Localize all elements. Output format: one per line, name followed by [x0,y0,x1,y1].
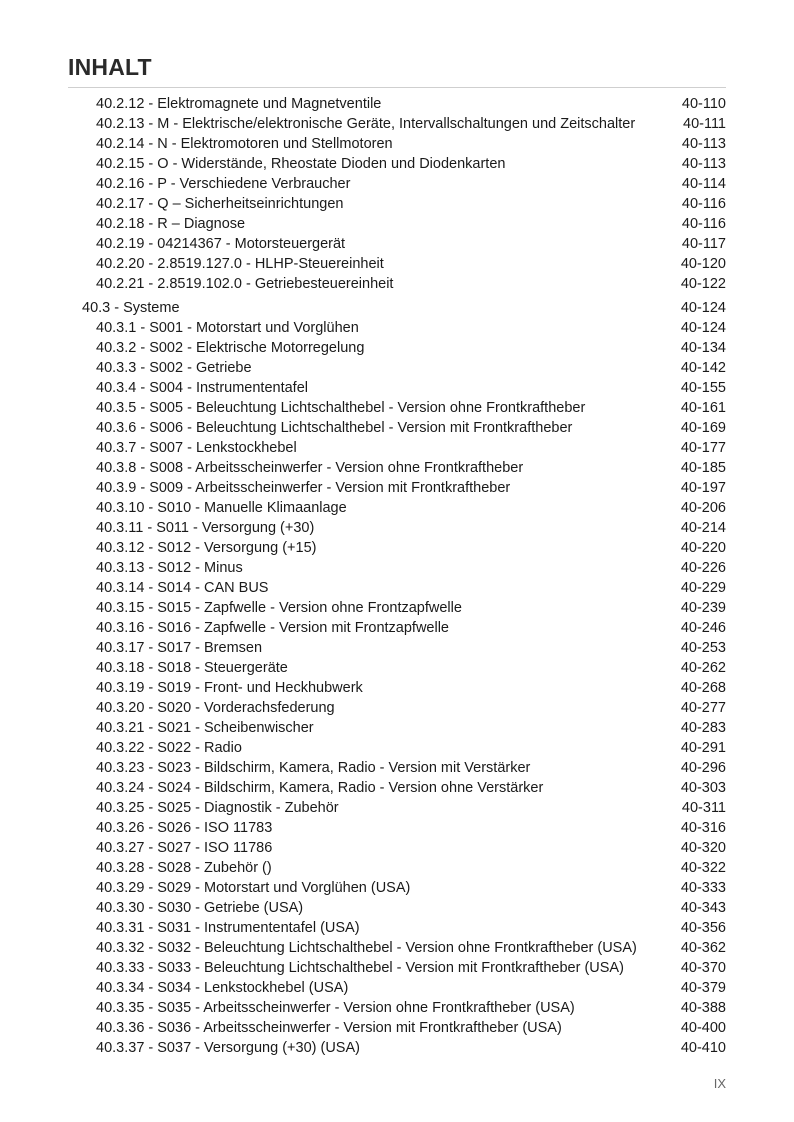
toc-entry-title: 40.3.8 - S008 - Arbeitsscheinwerfer - Version ohne Frontkraftheber [96,460,524,476]
toc-entry-title: 40.2.19 - 04214367 - Motorsteuergerät [96,236,346,252]
toc-entry[interactable] [0,1038,794,1058]
toc-entry-title: 40.3.4 - S004 - Instrumententafel [96,380,308,396]
toc-entry-page: 40-296 [680,760,726,776]
toc-entry-page: 40-122 [680,276,726,292]
toc-entry-title: 40.3.36 - S036 - Arbeitsscheinwerfer - Version mit Frontkraftheber (USA) [96,1020,562,1036]
toc-entry-title: 40.3.1 - S001 - Motorstart und Vorglühen [96,320,359,336]
toc-entry[interactable] [0,638,794,658]
toc-entry[interactable] [0,254,794,274]
toc-entry-page: 40-113 [681,156,726,172]
toc-entry[interactable] [0,718,794,738]
toc-entry[interactable] [0,418,794,438]
toc-entry-title: 40.2.21 - 2.8519.102.0 - Getriebesteuereinheit [96,276,394,292]
toc-entry[interactable] [0,918,794,938]
toc-entry[interactable] [0,174,794,194]
toc-entry-title: 40.3.25 - S025 - Diagnostik - Zubehör [96,800,339,816]
toc-entry[interactable] [0,234,794,254]
toc-entry-page: 40-239 [680,600,726,616]
toc-entry-title: 40.2.18 - R – Diagnose [96,216,246,232]
toc-entry[interactable] [0,738,794,758]
toc-entry-page: 40-155 [680,380,726,396]
toc-entry[interactable] [0,678,794,698]
toc-entry-title: 40.3.13 - S012 - Minus [96,560,243,576]
toc-entry-title: 40.3.9 - S009 - Arbeitsscheinwerfer - Version mit Frontkraftheber [96,480,511,496]
toc-entry-title: 40.3.26 - S026 - ISO 11783 [96,820,273,836]
toc-entry[interactable] [0,518,794,538]
toc-entry-title: 40.3.7 - S007 - Lenkstockhebel [96,440,297,456]
toc-entry-page: 40-362 [680,940,726,956]
toc-entry-title: 40.3.14 - S014 - CAN BUS [96,580,269,596]
toc-entry[interactable] [0,498,794,518]
toc-entry-page: 40-110 [681,96,726,112]
toc-entry-page: 40-214 [680,520,726,536]
toc-entry-page: 40-114 [681,176,726,192]
toc-entry[interactable] [0,338,794,358]
toc-entry-title: 40.3.29 - S029 - Motorstart und Vorglühen (USA) [96,880,411,896]
toc-entry-page: 40-177 [680,440,726,456]
toc-entry-title: 40.3.3 - S002 - Getriebe [96,360,252,376]
toc-entry-title: 40.3.24 - S024 - Bildschirm, Kamera, Radio - Version ohne Verstärker [96,780,544,796]
toc-entry[interactable] [0,618,794,638]
toc-entry-title: 40.3.22 - S022 - Radio [96,740,242,756]
toc-entry-title: 40.3.27 - S027 - ISO 11786 [96,840,273,856]
toc-entry-title: 40.2.13 - M - Elektrische/elektronische Geräte, Intervallschaltungen und Zeitschalter [96,116,636,132]
toc-entry[interactable] [0,398,794,418]
toc-entry-title: 40.2.15 - O - Widerstände, Rheostate Dioden und Diodenkarten [96,156,506,172]
title-divider [68,87,726,88]
toc-entry-page: 40-246 [680,620,726,636]
toc-entry-page: 40-134 [680,340,726,356]
toc-entry-page: 40-111 [683,116,726,132]
toc-entry-title: 40.3.21 - S021 - Scheibenwischer [96,720,314,736]
toc-entry-title: 40.2.16 - P - Verschiedene Verbraucher [96,176,351,192]
toc-entry-page: 40-343 [680,900,726,916]
toc-entry-page: 40-161 [680,400,726,416]
toc-entry[interactable] [0,938,794,958]
toc-entry-page: 40-333 [680,880,726,896]
toc-entry-title: 40.2.14 - N - Elektromotoren und Stellmotoren [96,136,393,152]
toc-entry-page: 40-229 [680,580,726,596]
toc-entry-page: 40-253 [680,640,726,656]
toc-entry-title: 40.3.32 - S032 - Beleuchtung Lichtschalthebel - Version ohne Frontkraftheber (USA) [96,940,637,956]
page-number: IX [713,1076,726,1091]
toc-entry-page: 40-206 [680,500,726,516]
toc-entry-title: 40.3.10 - S010 - Manuelle Klimaanlage [96,500,347,516]
toc-entry-title: 40.3 - Systeme [82,300,180,316]
toc-entry-title: 40.3.28 - S028 - Zubehör () [96,860,272,876]
toc-entry[interactable] [0,94,794,114]
toc-entry-title: 40.3.11 - S011 - Versorgung (+30) [96,520,315,536]
toc-entry-title: 40.3.20 - S020 - Vorderachsfederung [96,700,335,716]
toc-entry-page: 40-303 [680,780,726,796]
toc-entry-page: 40-320 [680,840,726,856]
toc-entry[interactable] [0,1018,794,1038]
toc-entry-title: 40.2.12 - Elektromagnete und Magnetventile [96,96,382,112]
toc-entry-page: 40-410 [680,1040,726,1056]
toc-entry-title: 40.3.12 - S012 - Versorgung (+15) [96,540,317,556]
toc-entry-title: 40.3.16 - S016 - Zapfwelle - Version mit Frontzapfwelle [96,620,449,636]
toc-entry-page: 40-185 [680,460,726,476]
toc-entry[interactable] [0,214,794,234]
toc-entry-page: 40-388 [680,1000,726,1016]
toc-entry[interactable] [0,878,794,898]
toc-entry-page: 40-370 [680,960,726,976]
toc-entry-page: 40-356 [680,920,726,936]
toc-entry-title: 40.3.23 - S023 - Bildschirm, Kamera, Radio - Version mit Verstärker [96,760,531,776]
toc-entry-title: 40.3.18 - S018 - Steuergeräte [96,660,288,676]
toc-entry-title: 40.3.35 - S035 - Arbeitsscheinwerfer - Version ohne Frontkraftheber (USA) [96,1000,575,1016]
toc-entry[interactable] [0,114,794,134]
toc-entry[interactable] [0,298,794,318]
toc-entry-page: 40-142 [680,360,726,376]
toc-entry[interactable] [0,778,794,798]
toc-entry-page: 40-116 [681,216,726,232]
toc-entry[interactable] [0,858,794,878]
toc-entry-page: 40-316 [680,820,726,836]
toc-entry[interactable] [0,998,794,1018]
toc-entry[interactable] [0,758,794,778]
toc-entry[interactable] [0,698,794,718]
toc-entry-page: 40-322 [680,860,726,876]
toc-entry-page: 40-124 [680,320,726,336]
toc-entry-title: 40.3.33 - S033 - Beleuchtung Lichtschalthebel - Version mit Frontkraftheber (USA) [96,960,624,976]
toc-entry-title: 40.3.5 - S005 - Beleuchtung Lichtschalthebel - Version ohne Frontkraftheber [96,400,586,416]
toc-entry-page: 40-197 [680,480,726,496]
toc-entry-title: 40.3.19 - S019 - Front- und Heckhubwerk [96,680,363,696]
toc-entry[interactable] [0,358,794,378]
toc-entry-page: 40-226 [680,560,726,576]
toc-entry-title: 40.2.17 - Q – Sicherheitseinrichtungen [96,196,344,212]
toc-entry-page: 40-220 [680,540,726,556]
toc-entry-page: 40-283 [680,720,726,736]
table-of-contents [0,94,794,1058]
toc-entry[interactable] [0,378,794,398]
toc-entry-title: 40.3.17 - S017 - Bremsen [96,640,263,656]
toc-entry-title: 40.3.30 - S030 - Getriebe (USA) [96,900,304,916]
toc-entry[interactable] [0,838,794,858]
toc-entry[interactable] [0,818,794,838]
toc-entry-page: 40-169 [680,420,726,436]
toc-entry[interactable] [0,958,794,978]
toc-entry-page: 40-113 [681,136,726,152]
toc-entry-title: 40.3.2 - S002 - Elektrische Motorregelung [96,340,365,356]
toc-entry-title: 40.3.34 - S034 - Lenkstockhebel (USA) [96,980,349,996]
toc-entry-title: 40.3.6 - S006 - Beleuchtung Lichtschalthebel - Version mit Frontkraftheber [96,420,573,436]
toc-entry-title: 40.2.20 - 2.8519.127.0 - HLHP-Steuereinheit [96,256,384,272]
toc-entry[interactable] [0,274,794,294]
toc-entry[interactable] [0,194,794,214]
toc-entry-title: 40.3.37 - S037 - Versorgung (+30) (USA) [96,1040,360,1056]
toc-entry-page: 40-116 [681,196,726,212]
toc-entry[interactable] [0,318,794,338]
toc-entry[interactable] [0,458,794,478]
toc-entry[interactable] [0,978,794,998]
toc-entry-page: 40-379 [680,980,726,996]
page-title: INHALT [68,54,152,80]
toc-entry-page: 40-124 [680,300,726,316]
toc-entry-page: 40-120 [680,256,726,272]
toc-entry[interactable] [0,898,794,918]
toc-entry[interactable] [0,658,794,678]
toc-entry-page: 40-117 [681,236,726,252]
toc-entry[interactable] [0,598,794,618]
toc-entry[interactable] [0,134,794,154]
toc-entry[interactable] [0,798,794,818]
toc-entry-page: 40-262 [680,660,726,676]
toc-entry[interactable] [0,154,794,174]
toc-entry-page: 40-400 [680,1020,726,1036]
toc-entry-page: 40-311 [681,800,726,816]
toc-entry-page: 40-268 [680,680,726,696]
toc-entry-page: 40-277 [680,700,726,716]
toc-entry-page: 40-291 [680,740,726,756]
toc-entry-title: 40.3.31 - S031 - Instrumententafel (USA) [96,920,360,936]
toc-entry-title: 40.3.15 - S015 - Zapfwelle - Version ohne Frontzapfwelle [96,600,462,616]
toc-entry[interactable] [0,438,794,458]
toc-entry[interactable] [0,478,794,498]
toc-entry[interactable] [0,538,794,558]
toc-entry[interactable] [0,558,794,578]
toc-entry[interactable] [0,578,794,598]
